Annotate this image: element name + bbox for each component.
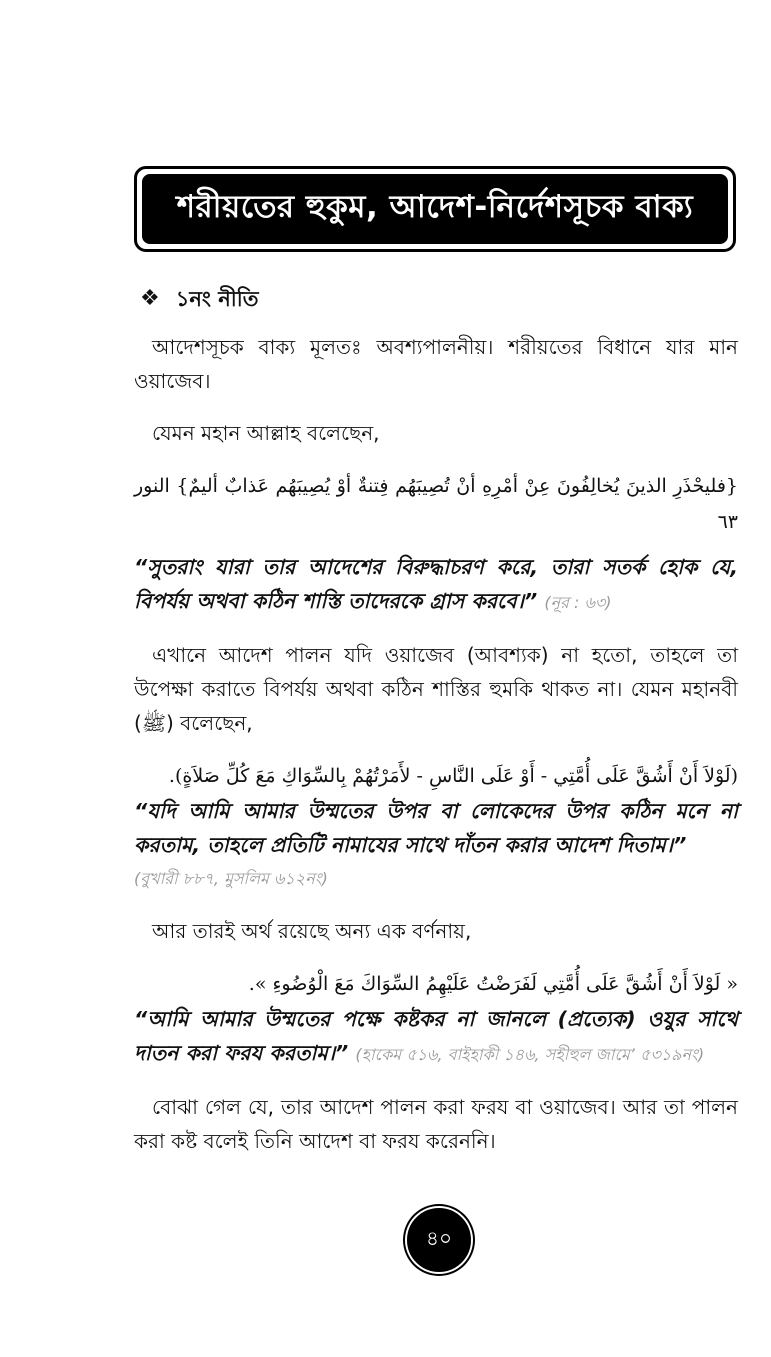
arabic-verse: {فليحْذَرِ الذينَ يُخالِفُونَ عِنْ أمْرِهِ أنْ تُصِيبَهُم فِتنةٌ أوْ يُصِيبَهُم عَذابٌ أليمٌ} النور ٦٣	[134, 475, 738, 533]
chapter-title-frame	[134, 166, 736, 252]
translation-quote-1	[134, 550, 738, 620]
paragraph-another-narration: আর তারই অর্থ রয়েছে অন্য এক বর্ণনায়,	[152, 919, 472, 943]
chapter-title: শরীয়তের হুকুম, আদেশ-নির্দেশসূচক বাক্য	[142, 174, 728, 244]
quote-3-text: “আমি আমার উম্মতের পক্ষে কষ্টকর না জানলে (প্রত্যেক) ওযুর সাথে দাতন করা ফরয করতাম।”	[134, 1007, 738, 1065]
rule-heading-text: ১নং নীতি	[175, 287, 259, 311]
paragraph-intro: আদেশসূচক বাক্য মূলতঃ অবশ্যপালনীয়। শরীয়তের বিধানে যার মান ওয়াজেব।	[134, 335, 738, 393]
paragraph-explanation: এখানে আদেশ পালন যদি ওয়াজেব (আবশ্যক) না হতো, তাহলে তা উপেক্ষা করাতে বিপর্যয় অথবা কঠিন শাস্তির হুমকি থাকত না। যেমন মহানবী (ﷺ) বলেছেন,	[134, 643, 738, 735]
quote-2-reference: (বুখারী ৮৮৭, মুসলিম ৬১২নং)	[134, 869, 328, 888]
arabic-hadith-1: (لَوْلاَ أَنْ أَشُقَّ عَلَى أُمَّتِي - أَوْ عَلَى النَّاسِ - لأَمَرْتُهُمْ بِالسِّوَاكِ مَعَ كُلِّ صَلاَةٍ).	[168, 765, 738, 787]
page-number: ৪০	[426, 1225, 452, 1250]
arabic-hadith-2: « لَوْلاَ أَنْ أَشُقَّ عَلَى أُمَّتِي لَفَرَضْتُ عَلَيْهِمُ السِّوَاكَ مَعَ الْوُضُوءِ ».	[248, 973, 738, 995]
translation-quote-2	[134, 794, 738, 862]
quote-2-text: “যদি আমি আমার উম্মতের উপর বা লোকেদের উপর কঠিন মনে না করতাম, তাহলে প্রতিটি নামাযের সাথে দাঁতন করার আদেশ দিতাম।”	[134, 799, 738, 857]
quote-3-reference: (হাকেম ৫১৬, বাইহাকী ১৪৬, সহীহুল জামে’ ৫৩১৯নং)	[355, 1045, 705, 1064]
quote-1-reference: (নূর : ৬৩)	[544, 593, 612, 612]
paragraph-allah-said: যেমন মহান আল্লাহ বলেছেন,	[152, 421, 380, 445]
diamond-bullet-icon: ❖	[140, 286, 160, 311]
translation-quote-3	[134, 1002, 738, 1072]
page-number-badge	[407, 1208, 471, 1272]
quote-1-text: “সুতরাং যারা তার আদেশের বিরুদ্ধাচরণ করে, তারা সতর্ক হোক যে, বিপর্যয় অথবা কঠিন শাস্তি তাদেরকে গ্রাস করবে।”	[134, 555, 738, 613]
page-content	[134, 282, 738, 1158]
paragraph-conclusion: বোঝা গেল যে, তার আদেশ পালন করা ফরয বা ওয়াজেব। আর তা পালন করা কষ্ট বলেই তিনি আদেশ বা ফরয করেননি।	[134, 1095, 738, 1153]
rule-heading	[134, 282, 738, 316]
